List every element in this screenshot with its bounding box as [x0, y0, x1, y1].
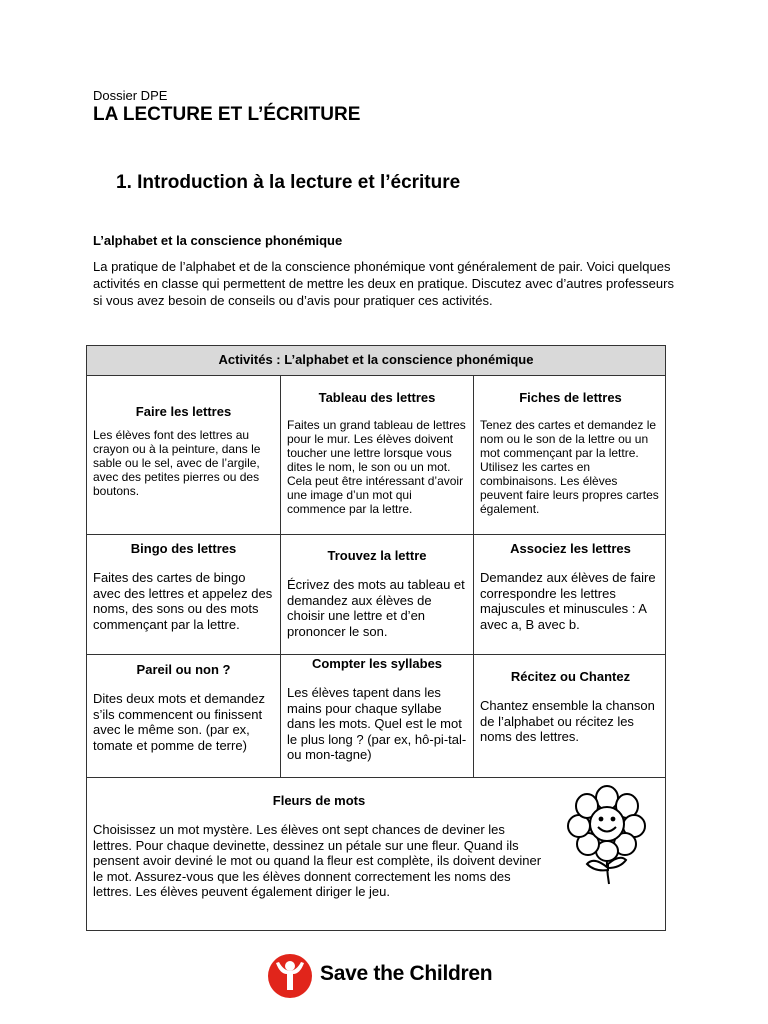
activity-title: Fleurs de mots	[272, 793, 366, 808]
document-label: Dossier DPE	[93, 88, 168, 103]
table-header: Activités : L’alphabet et la conscience phonémique	[87, 346, 665, 376]
activity-cell	[87, 535, 280, 632]
activity-cell	[474, 535, 667, 632]
activity-description: Faites des cartes de bingo avec des lettres et appelez des noms, des sons ou des mots commençant par la lettre.	[93, 570, 273, 632]
activity-title: Compter les syllabes	[311, 656, 443, 671]
activity-cell	[281, 375, 473, 516]
activity-title: Associez les lettres	[510, 541, 631, 556]
brand-name: Save the Children	[320, 962, 493, 985]
intro-paragraph: La pratique de l’alphabet et de la conscience phonémique vont généralement de pair. Voici quelques activités en classe qui permettent de mettre les deux en pratique. Discutez avec d’autres professeurs si vous avez besoin de conseils ou d’avis pour pratiquer ces activités.	[93, 259, 674, 308]
activity-cell	[87, 375, 280, 498]
activity-cell	[474, 655, 667, 745]
activity-cell	[281, 655, 473, 763]
activity-title: Fiches de lettres	[519, 390, 622, 405]
activity-title: Faire les lettres	[135, 404, 232, 419]
activity-cell	[87, 655, 280, 753]
activity-description: Tenez des cartes et demandez le nom ou le son de la lettre ou un mot commençant par la lettre. Utilisez les cartes en combinaisons. Les élèves peuvent faire leurs propres cartes également.	[480, 418, 659, 516]
activity-title: Pareil ou non ?	[136, 662, 231, 677]
save-the-children-logo-icon	[266, 952, 314, 1000]
activity-description: Les élèves font des lettres au crayon ou à la peinture, dans le sable ou le sel, avec de l’argile, avec des petites pierres ou des boutons.	[93, 428, 261, 498]
activities-table	[86, 345, 666, 931]
activity-description: Chantez ensemble la chanson de l’alphabet ou récitez les noms des lettres.	[480, 698, 655, 744]
page-title: LA LECTURE ET L’ÉCRITURE	[93, 104, 361, 125]
section-heading: 1. Introduction à la lecture et l’écriture	[116, 172, 461, 193]
activity-description: Faites un grand tableau de lettres pour le mur. Les élèves doivent toucher une lettre lorsque vous dites le nom, le son ou un mot. Cela peut être intéressant d’avoir une image d’un mot qui commence par la lettre.	[287, 418, 466, 516]
activity-title: Bingo des lettres	[130, 541, 237, 556]
activity-description: Demandez aux élèves de faire correspondre les lettres majuscules et minuscules : A avec a, B avec b.	[480, 570, 656, 632]
activity-description: Les élèves tapent dans les mains pour chaque syllabe dans les mots. Quel est le mot le plus long ? (par ex, hô-pi-tal- ou mon-tagne)	[287, 685, 467, 762]
flower-icon	[562, 784, 652, 888]
activity-cell	[474, 375, 667, 516]
activity-cell	[281, 535, 473, 639]
activity-description: Dites deux mots et demandez s’ils commencent ou finissent avec le même son. (par ex, tomate et pomme de terre)	[93, 691, 265, 753]
activity-title: Trouvez la lettre	[327, 548, 427, 563]
activity-description: Écrivez des mots au tableau et demandez aux élèves de choisir une lettre et d’en prononcer le son.	[287, 577, 465, 639]
activity-description: Choisissez un mot mystère. Les élèves ont sept chances de deviner les lettres. Pour chaque devinette, dessinez un pétale sur une fleur. Quand ils pensent avoir deviné le mot ou quand la fleur est complète, ils doivent deviner le mot. Assurez-vous que les élèves donnent correctement les noms des lettres. Les élèves peuvent également diriger le jeu.	[93, 822, 542, 899]
activity-title: Tableau des lettres	[318, 390, 436, 405]
sub-heading: L’alphabet et la conscience phonémique	[93, 233, 343, 248]
activity-title: Récitez ou Chantez	[510, 669, 631, 684]
